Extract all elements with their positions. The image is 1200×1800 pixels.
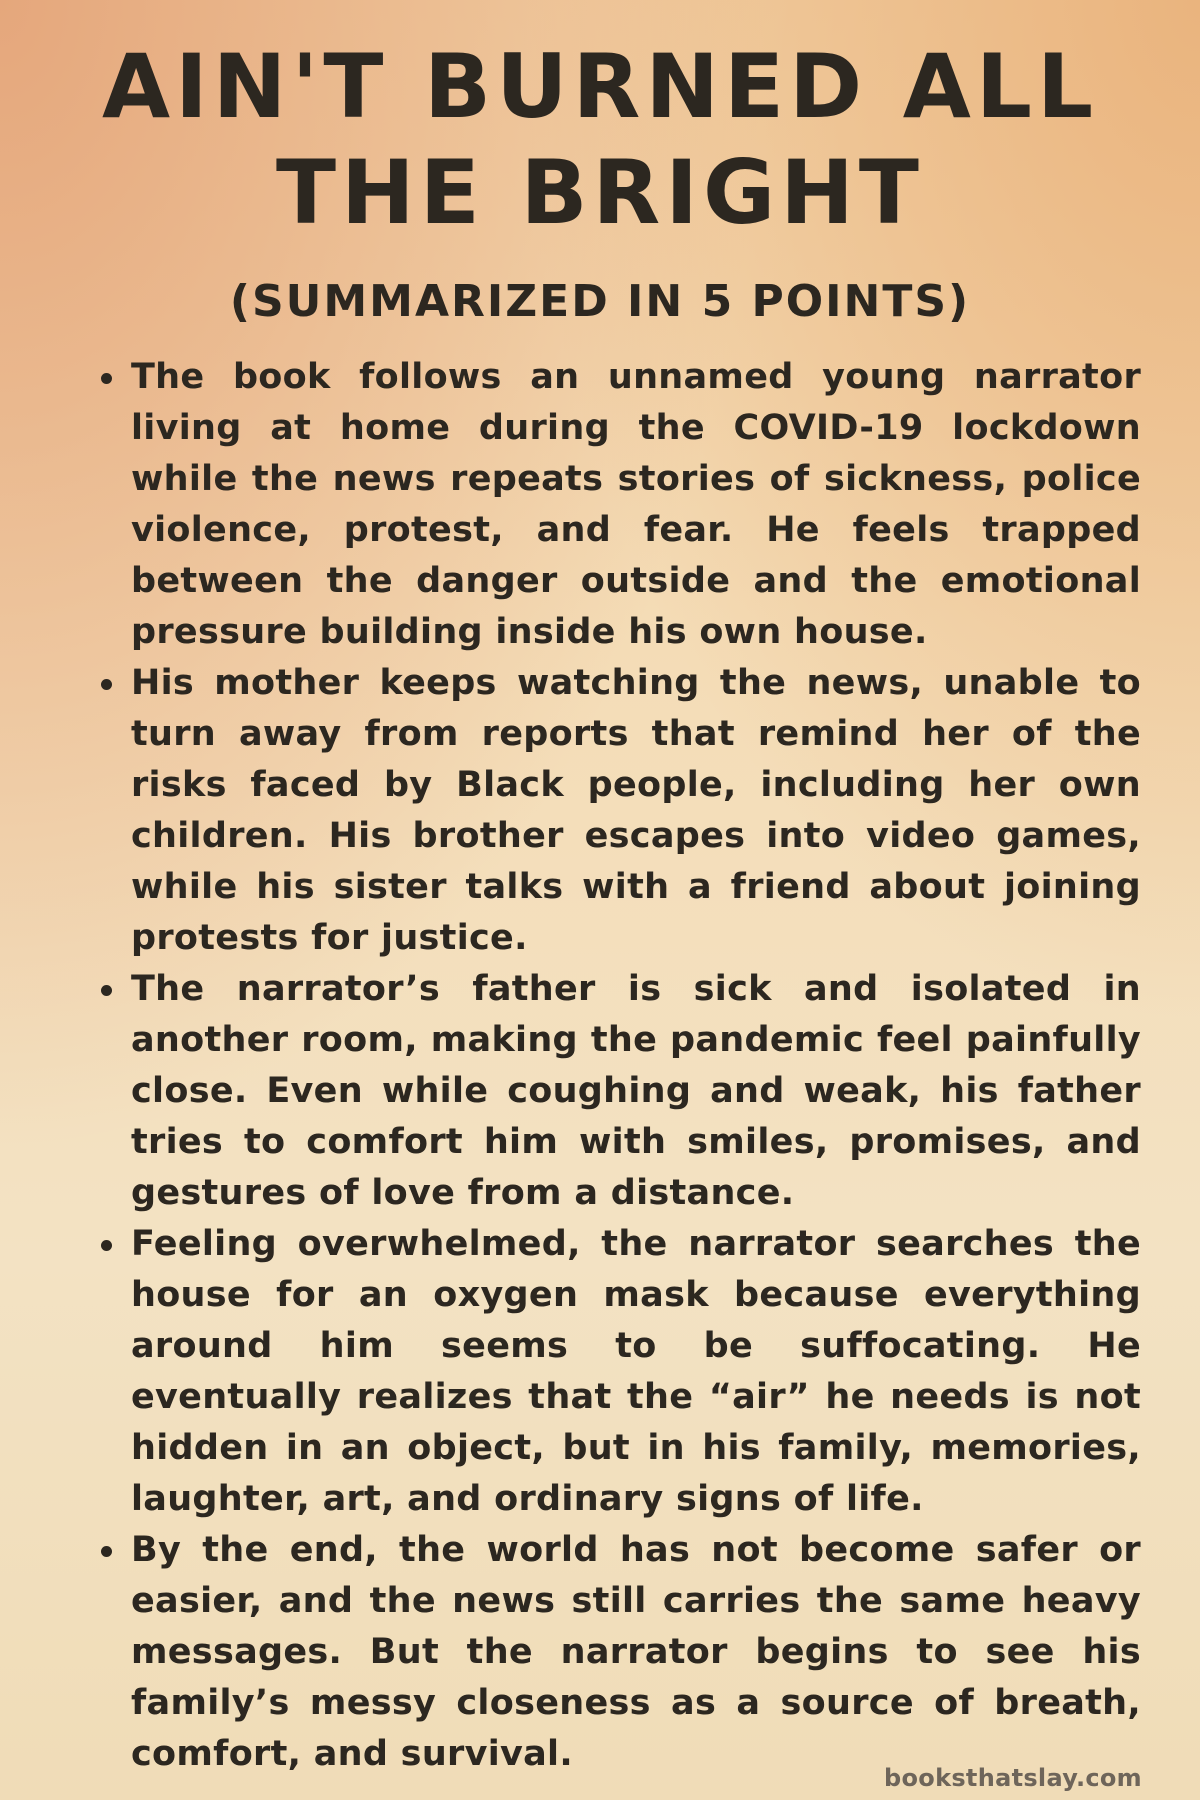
summary-point-4	[131, 1219, 1141, 1525]
bullet-icon	[101, 373, 112, 384]
summary-point-text: Feeling overwhelmed, the narrator searches the house for an oxygen mask because everything around him seems to be suffocating. He eventually realizes that the “air” he needs is not hidden in an object, but in his family, memories, laughter, art, and ordinary signs of life.	[131, 1224, 1141, 1519]
summary-point-3	[131, 964, 1141, 1219]
summary-point-text: The narrator’s father is sick and isolated in another room, making the pandemic feel painfully close. Even while coughing and weak, his father tries to comfort him with smiles, promises, and gestures of love from a distance.	[131, 969, 1141, 1213]
summary-points-list	[131, 352, 1141, 1780]
bullet-icon	[101, 985, 112, 996]
summary-point-text: By the end, the world has not become safer or easier, and the news still carries the same heavy messages. But the narrator begins to see his family’s messy closeness as a source of breath, comfort, and survival.	[131, 1530, 1141, 1774]
summary-point-text: His mother keeps watching the news, unable to turn away from reports that remind her of the risks faced by Black people, including her own children. His brother escapes into video games, while his sister talks with a friend about joining protests for justice.	[131, 663, 1141, 958]
page-title: AIN'T BURNED ALL THE BRIGHT	[101, 35, 1099, 244]
bullet-icon	[101, 679, 112, 690]
summary-point-text: The book follows an unnamed young narrator living at home during the COVID-19 lockdown while the news repeats stories of sickness, police violence, protest, and fear. He feels trapped between the danger outside and the emotional pressure building inside his own house.	[131, 357, 1141, 652]
bullet-icon	[101, 1240, 112, 1251]
page-subtitle: (SUMMARIZED IN 5 POINTS)	[229, 276, 971, 327]
summary-point-1	[131, 352, 1141, 658]
bullet-icon	[101, 1546, 112, 1557]
summary-point-5	[131, 1525, 1141, 1780]
summary-point-2	[131, 658, 1141, 964]
footer-site-label: booksthatslay.com	[884, 1764, 1142, 1792]
